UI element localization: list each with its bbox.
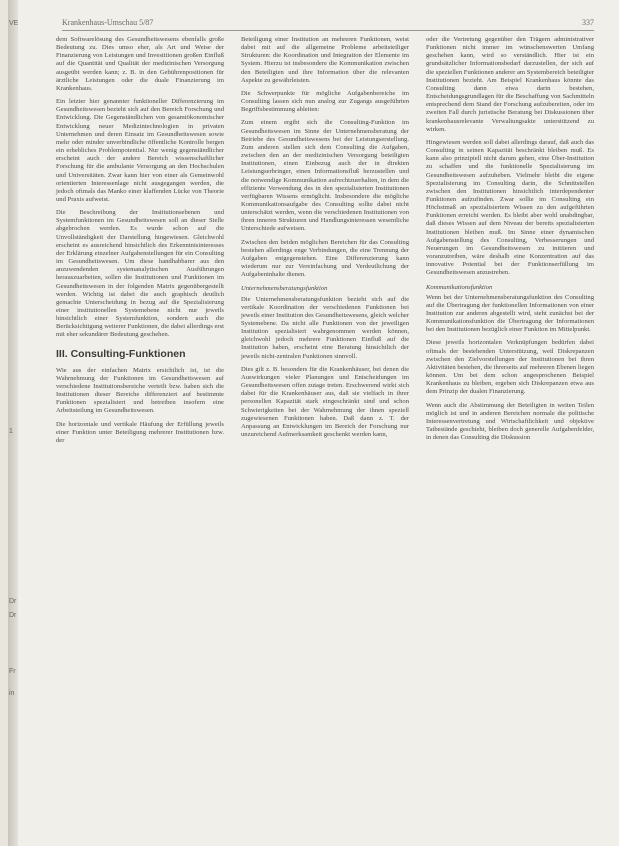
subsection-heading: Unternehmensberatungsfunktion xyxy=(241,285,328,293)
subsection-heading: Kommunikationsfunktion xyxy=(426,283,493,291)
paragraph: Die horizontale und vertikale Häufung der Erfüllung jeweils einer Funktion unter Beteiligung mehrerer Institutionen bzw. der xyxy=(56,420,224,444)
section-heading: III. Consulting-Funktionen xyxy=(56,347,186,360)
edge-mark: 1 xyxy=(9,428,13,435)
page-number: 337 xyxy=(582,18,594,27)
paragraph: Ein letzter hier genannter funktioneller Differenzierung im Gesundheitswesen bezieht sich auf den Bereich Forschung und Entwicklung. Die Gegenständlichen von gesamtökonomischer Entwicklung neuer Medizintechnologien in privaten Unternehmen und deren Einsatz im Gesundheitswesen sowie mehr oder minder unverbindliche öffentliche Kontrolle bergen ein erhebliches Problempotential. Nur wenig gegenständlicher erscheint auch der andere Bereich wissenschaftlicher Forschung für die ambulante Versorgung an den Hochschulen und Universitäten. Zwar kann hier von einer als Gemeinwohl orientierten Interessenlage nicht ausgegangen werden, die jedoch oftmals das Manko einer klaffenden Lücke von Theorie und Praxis aufweist. xyxy=(56,98,224,203)
paragraph: Wie aus der einfachen Matrix ersichtlich ist, ist die Wahrnehmung der Funktionen im Gesundheitswesen auf verschiedene Institutionsbereiche verteilt bzw. haben sich die Institutionen dieser Bereiche differenziert auf bestimmte Funktionen spezialisiert und betreiben insofern eine Arbeitsteilung im Gesundheitswesen. xyxy=(56,366,224,415)
paragraph: dem Softwarelösung des Gesundheitswesens ebenfalls große Bedeutung zu. Dies umso eher, als Art und Weise der Finanzierung von Leistungen und Investitionen großen Einfluß auf die Quantität und Qualität der medizinischen Versorgung ausgeübt werden kann; z. B. in den Gebührenpositionen für ärztliche Leistungen oder die duale Finanzierung im Krankenhaus. xyxy=(56,36,224,92)
text-column-3 xyxy=(426,36,594,447)
text-column-2 xyxy=(241,36,409,444)
running-header xyxy=(62,18,594,31)
edge-mark: in xyxy=(9,690,15,697)
paragraph: Die Schwerpunkte für mögliche Aufgabenbereiche im Consulting lassen sich nun analog zur Zugangs ausgeführten Begriffsbestimmung ableiten: xyxy=(241,89,409,114)
paragraph: oder die Vertretung gegenüber den Trägern administrativer Funktionen nicht immer im wünschenswerten Umfang geschehen kann, wird so verständlich. Hier ist ein grundsätzlicher Informationsbedarf darzustellen, der sich auf die speziellen Funktionen anderer am Systembereich beteiligter Institutionen bezieht. Am Beispiel Krankenhaus könnte das Consulting dann etwa darin bestehen, Entscheidungsgrundlagen für die Beschaffung von Sachmitteln entsprechend dem Stand der Forschung aufzubereiten, oder im zweiten Fall durch juristische Beratung bei Diskussionen über krankenhausrelevante Verwaltungsakte unterstützend zu wirken. xyxy=(426,36,594,133)
edge-mark: Dr xyxy=(9,598,17,605)
text-column-1 xyxy=(56,36,224,450)
edge-mark: Fr xyxy=(9,668,16,675)
paragraph: Die Unternehmensberatungsfunktion bezieht sich auf die vertikale Koordination der verschiedenen Funktionen bei jeweils einer Institution des Gesundheitswesens, gleich welcher Systemebene. Da nicht alle Funktionen von der jeweiligen Institution spezialisiert wahrgenommen werden können, gleichwohl jedoch mehrere Funktionen Einfluß auf die Institution haben, erscheint eine Beratung hinsichtlich der jeweils nicht-zentralen Funktionen sinnvoll. xyxy=(241,295,409,360)
paragraph: Zum einem ergibt sich die Consulting-Funktion im Gesundheitswesen im Sinne der Unternehmensberatung der Betriebe des Gesundheitswesens bei der Leistungserstellung. Zum anderen stellen sich dem Consulting die Aufgaben, zwischen den an der medizinischen Versorgung beteiligten Institutionen, einen Einbezug auch der in direkten Leistungserbringer, einen Informationsfluß herzustellen und die notwendige Kommunikation aufrechtzuerhalten, in dem die effiziente Verwendung des in den spezialisierten Institutionen verfügbaren Wissens ermöglicht. Insbesondere die mögliche Kommunikationsaufgabe des Consulting sollte dabei nicht unterschätzt werden, wenn die verschiedenen Institutionen von ihren inneren Strukturen und Handlungsinteressen wesentliche Unterschiede aufweisen. xyxy=(241,119,409,233)
edge-mark: VE xyxy=(9,20,19,27)
paragraph: Wenn auch die Abstimmung der Beteiligten in weiten Teilen möglich ist und in anderen Bereichen normale die politische Interessenvertretung und Wirtschaftlichkeit und objektive Tatbestände geschieht, bleiben doch generelle Aufgabenfelder, in denen das Consulting die Diskussion xyxy=(426,401,594,442)
binding-edge xyxy=(8,0,18,846)
paragraph: Dies gilt z. B. besonders für die Krankenhäuser, bei denen die Auswirkungen vieler Planungen und Entscheidungen im Gesundheitswesen offen zutage treten. Erschwerend wirkt sich dabei für die Krankenhäuser aus, daß sie vielfach in ihrer personellen Kapazität stark eingeschränkt sind und schon Schwierigkeiten bei der Wahrnehmung der ihnen speziell zugewiesenen Funktionen haben. Daß dann z. T. der Anpassung an Entwicklungen im Bereich der Forschung nur unzureichend Aufmerksamkeit geschenkt werden kann, xyxy=(241,365,409,439)
paragraph: Hingewiesen werden soll dabei allerdings darauf, daß auch das Consulting in seinen Kapazität beschränkt bleiben muß. Es kann also prinzipiell nicht darum gehen, eine Über-Institution zu schaffen und die funktionelle Spezialisierung im Gesundheitswesen aufzuheben. Vielmehr bleibt die eigene Spezialisierung im Consulting darin, die Schnittstellen zwischen den Institutionen hinsichtlich interdependenter Funktionen aufzufinden. Zwar sollte im Consulting ein Höchstmaß an spezialisiertem Wissen zu den aufgeführten Funktionen erreicht werden. Es bleibt aber wohl unabdingbar, daß dieses Wissen auf dem Niveau der bereits spezialisierten Institutionen bleiben muß. Im Sinne einer dynamischen Aufgabenstellung des Consulting, Verbesserungen und Neuerungen im Gesundheitswesen zu initiieren und voranzutreiben, wäre deshalb eine Konzentration auf das innovative Potential bei der Funktionserfüllung im Gesundheitswesen anzustreben. xyxy=(426,138,594,277)
journal-issue: Krankenhaus-Umschau 5/87 xyxy=(62,18,154,27)
paragraph: Wenn bei der Unternehmensberatungsfunktion des Consulting auf die Übertragung der funktionellen Informationen von einer Institution zur anderen abgestellt wird, steht zunächst bei der Kommunikationsfunktion die Übertragung der Informationen bei den Institutionen bezüglich einer Funktion im Mittelpunkt. xyxy=(426,293,594,334)
paragraph: Beteiligung einer Institution an mehreren Funktionen, weist dabei mit auf die allgemeine Probleme arbeitsteiliger Strukturen: die Koordination und Integration der Elemente im System. Hierzu ist insbesondere die Kommunikation zwischen den Beteiligten und ihre Information über die relevanten Aspekte zu gewährleisten. xyxy=(241,36,409,84)
paragraph: Zwischen den beiden möglichen Bereichen für das Consulting bestehen allerdings enge Verbindungen, die eine Trennung der Aufgaben entgegenstehen. Eine Differenzierung kann wiederum nur zur Vereinfachung und Verdeutlichung der Aufgabeninhalte dienen. xyxy=(241,238,409,279)
paragraph: Die Beschreibung der Institutionsebenen und Systemfunktionen im Gesundheitswesen soll an dieser Stelle abgebrochen werden. Es wurde schon auf die Unvollständigkeit der Darstellung hingewiesen. Gleichwohl erscheint es ausreichend hinsichtlich des Erkenntnisinteresses der Erklärung einzelner Aufgabenstellungen für ein Consulting im Gesundheitswesen. Um diese handhabbarer aus den anzuwendenden systemanalytischen Ausführungen herauszuarbeiten, sollen die Institutionen und Funktionen im Gesundheitswesen in der folgenden Matrix gegenübergestellt werden. Wichtig ist dabei die auch graphisch deutlich gemachte Unterscheidung in bezug auf die Spezialisierung einer institutionellen Systemebene nicht nur jeweils hinsichtlich einer Systemfunktion, sondern auch die Berücksichtigung weiterer Funktionen, die dabei allerdings erst mit eher sekundärer Bedeutung geschehen. xyxy=(56,209,224,339)
paragraph: Diese jeweils horizontalen Verknüpfungen bedürfen dabei oftmals der bestehenden Unterstützung, weil Diskrepanzen zwischen den Zielvorstellungen der Institutionen bei ihren Aktivitäten bestehen, die ihrerseits auf mehreren Ebenen liegen können. Um bei dem schon angesprochenen Beispiel Krankenhaus zu bleiben, ergeben sich Diskrepanzen etwa aus dem Prinzip der dualen Finanzierung. xyxy=(426,339,594,396)
edge-mark: Dr xyxy=(9,612,17,619)
